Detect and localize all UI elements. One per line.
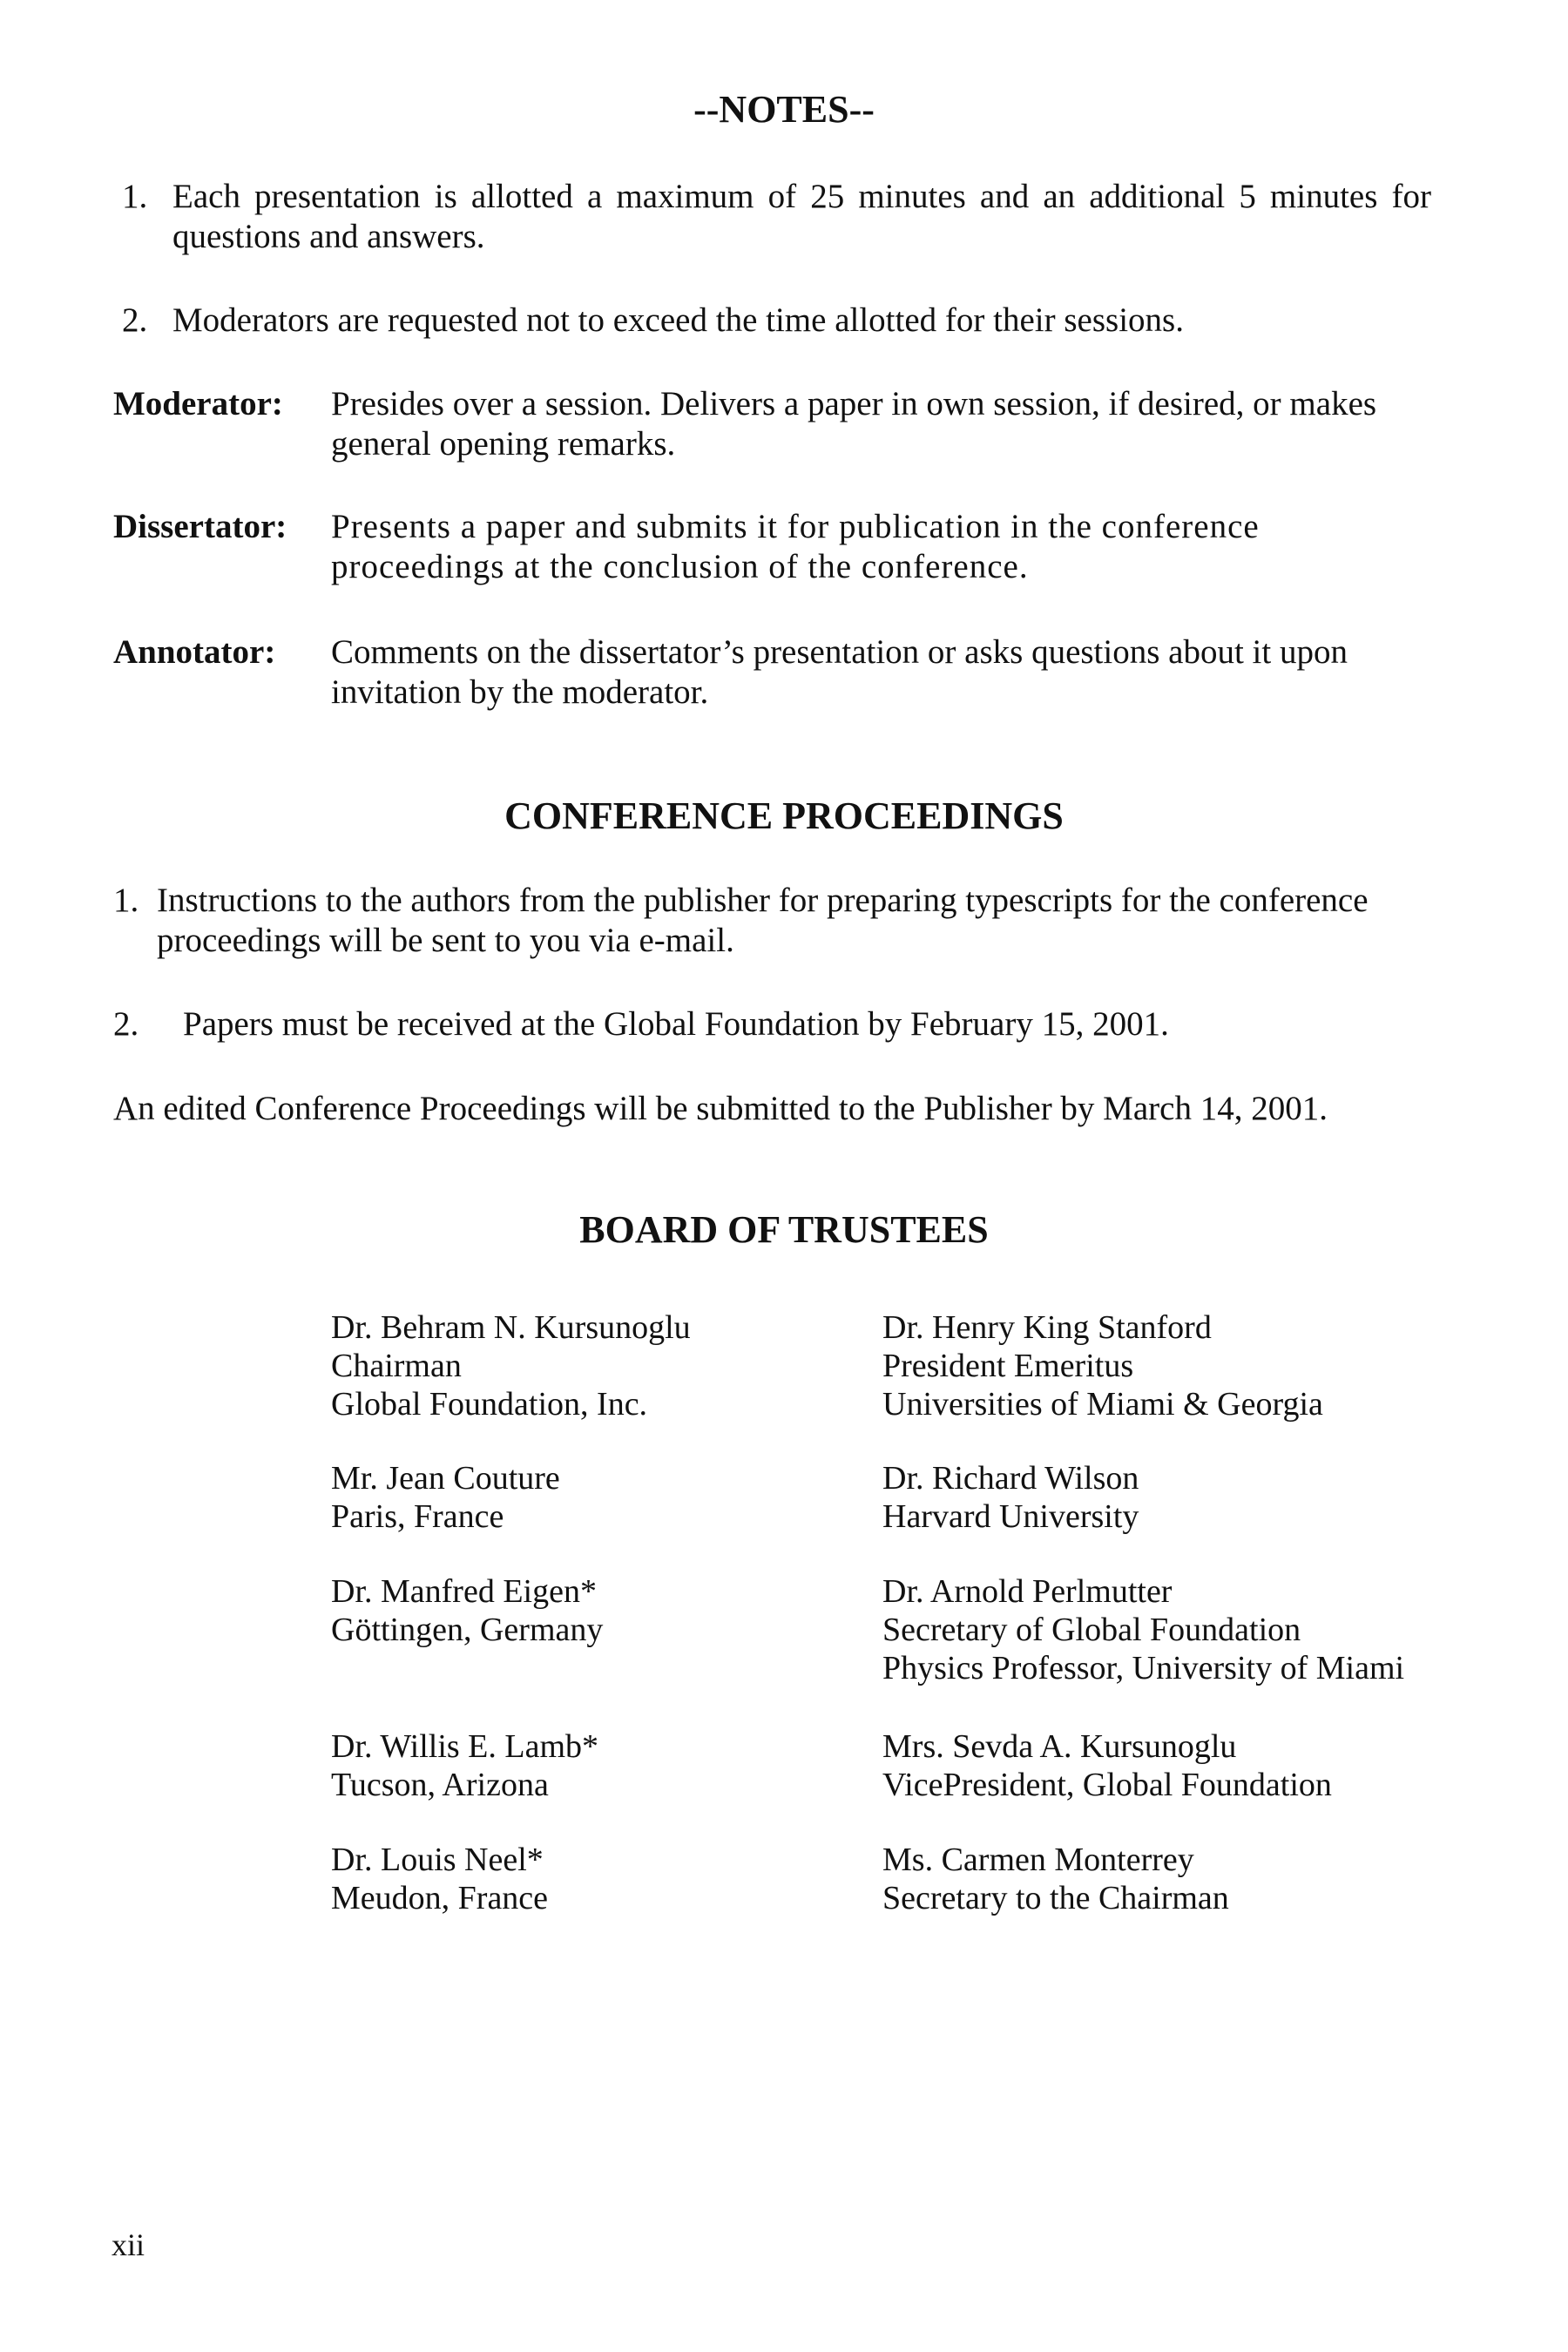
- trustee-name: Dr. Louis Neel*: [331, 1842, 544, 1878]
- trustee-name: Mr. Jean Couture: [331, 1460, 560, 1497]
- note-text: Each presentation is allotted a maximum of 25 minutes and an additional 5 minutes for questions and answers.: [172, 178, 1431, 255]
- trustee-name: Dr. Manfred Eigen*: [331, 1573, 597, 1610]
- note-text: Moderators are requested not to exceed the time allotted for their sessions.: [172, 301, 1184, 339]
- trustee-entry: [882, 1308, 1323, 1423]
- trustee-entry: [331, 1727, 598, 1804]
- trustee-detail: Global Foundation, Inc.: [331, 1386, 648, 1423]
- role-term-annotator: Annotator:: [113, 633, 276, 671]
- trustee-entry: [882, 1841, 1229, 1917]
- trustee-entry: [331, 1308, 691, 1423]
- role-term-dissertator: Dissertator:: [113, 508, 287, 545]
- proceedings-text: Papers must be received at the Global Foundation by February 15, 2001.: [183, 1005, 1169, 1043]
- trustee-entry: [882, 1459, 1139, 1536]
- trustee-detail: President Emeritus: [882, 1348, 1134, 1384]
- trustee-name: Dr. Arnold Perlmutter: [882, 1573, 1173, 1610]
- proceedings-closing: An edited Conference Proceedings will be submitted to the Publisher by March 14, 2001.: [113, 1090, 1328, 1127]
- trustee-detail: Paris, France: [331, 1498, 504, 1535]
- trustee-detail: Göttingen, Germany: [331, 1612, 604, 1648]
- trustee-entry: [331, 1841, 548, 1917]
- role-definition-dissertator: Presents a paper and submits it for publication in the conference proceedings at the conclusion of the conference.: [331, 508, 1260, 585]
- trustee-name: Dr. Behram N. Kursunoglu: [331, 1309, 691, 1346]
- trustee-detail: Meudon, France: [331, 1880, 549, 1916]
- trustee-entry: [331, 1459, 560, 1536]
- role-definition-annotator: Comments on the dissertator’s presentation or asks questions about it upon invitation by the moderator.: [331, 633, 1348, 711]
- notes-heading: --NOTES--: [693, 88, 875, 131]
- trustee-detail: Chairman: [331, 1348, 462, 1384]
- role-term-moderator: Moderator:: [113, 385, 283, 422]
- proceedings-text: Instructions to the authors from the publisher for preparing typescripts for the conference proceedings will be sent to you via e-mail.: [157, 882, 1369, 959]
- trustee-name: Dr. Willis E. Lamb*: [331, 1728, 599, 1765]
- trustee-entry: [331, 1572, 603, 1649]
- trustee-name: Mrs. Sevda A. Kursunoglu: [882, 1728, 1237, 1765]
- board-heading: BOARD OF TRUSTEES: [579, 1208, 989, 1251]
- trustee-entry: [882, 1727, 1332, 1804]
- role-definition-moderator: Presides over a session. Delivers a paper in own session, if desired, or makes general opening remarks.: [331, 385, 1377, 463]
- trustee-entry: [882, 1572, 1404, 1687]
- trustee-detail: VicePresident, Global Foundation: [882, 1767, 1332, 1803]
- trustee-name: Dr. Henry King Stanford: [882, 1309, 1212, 1346]
- page-number: xii: [112, 2227, 145, 2262]
- note-number: 2.: [122, 301, 148, 339]
- proceedings-number: 2.: [113, 1005, 139, 1043]
- trustee-detail: Tucson, Arizona: [331, 1767, 549, 1803]
- trustee-detail: Secretary of Global Foundation: [882, 1612, 1301, 1648]
- trustee-detail: Universities of Miami & Georgia: [882, 1386, 1323, 1423]
- proceedings-number: 1.: [113, 882, 139, 919]
- note-number: 1.: [122, 178, 148, 215]
- trustee-detail: Secretary to the Chairman: [882, 1880, 1229, 1916]
- trustee-detail: Physics Professor, University of Miami: [882, 1650, 1405, 1686]
- trustee-name: Dr. Richard Wilson: [882, 1460, 1139, 1497]
- trustee-name: Ms. Carmen Monterrey: [882, 1842, 1194, 1878]
- proceedings-heading: CONFERENCE PROCEEDINGS: [504, 794, 1064, 837]
- trustee-detail: Harvard University: [882, 1498, 1139, 1535]
